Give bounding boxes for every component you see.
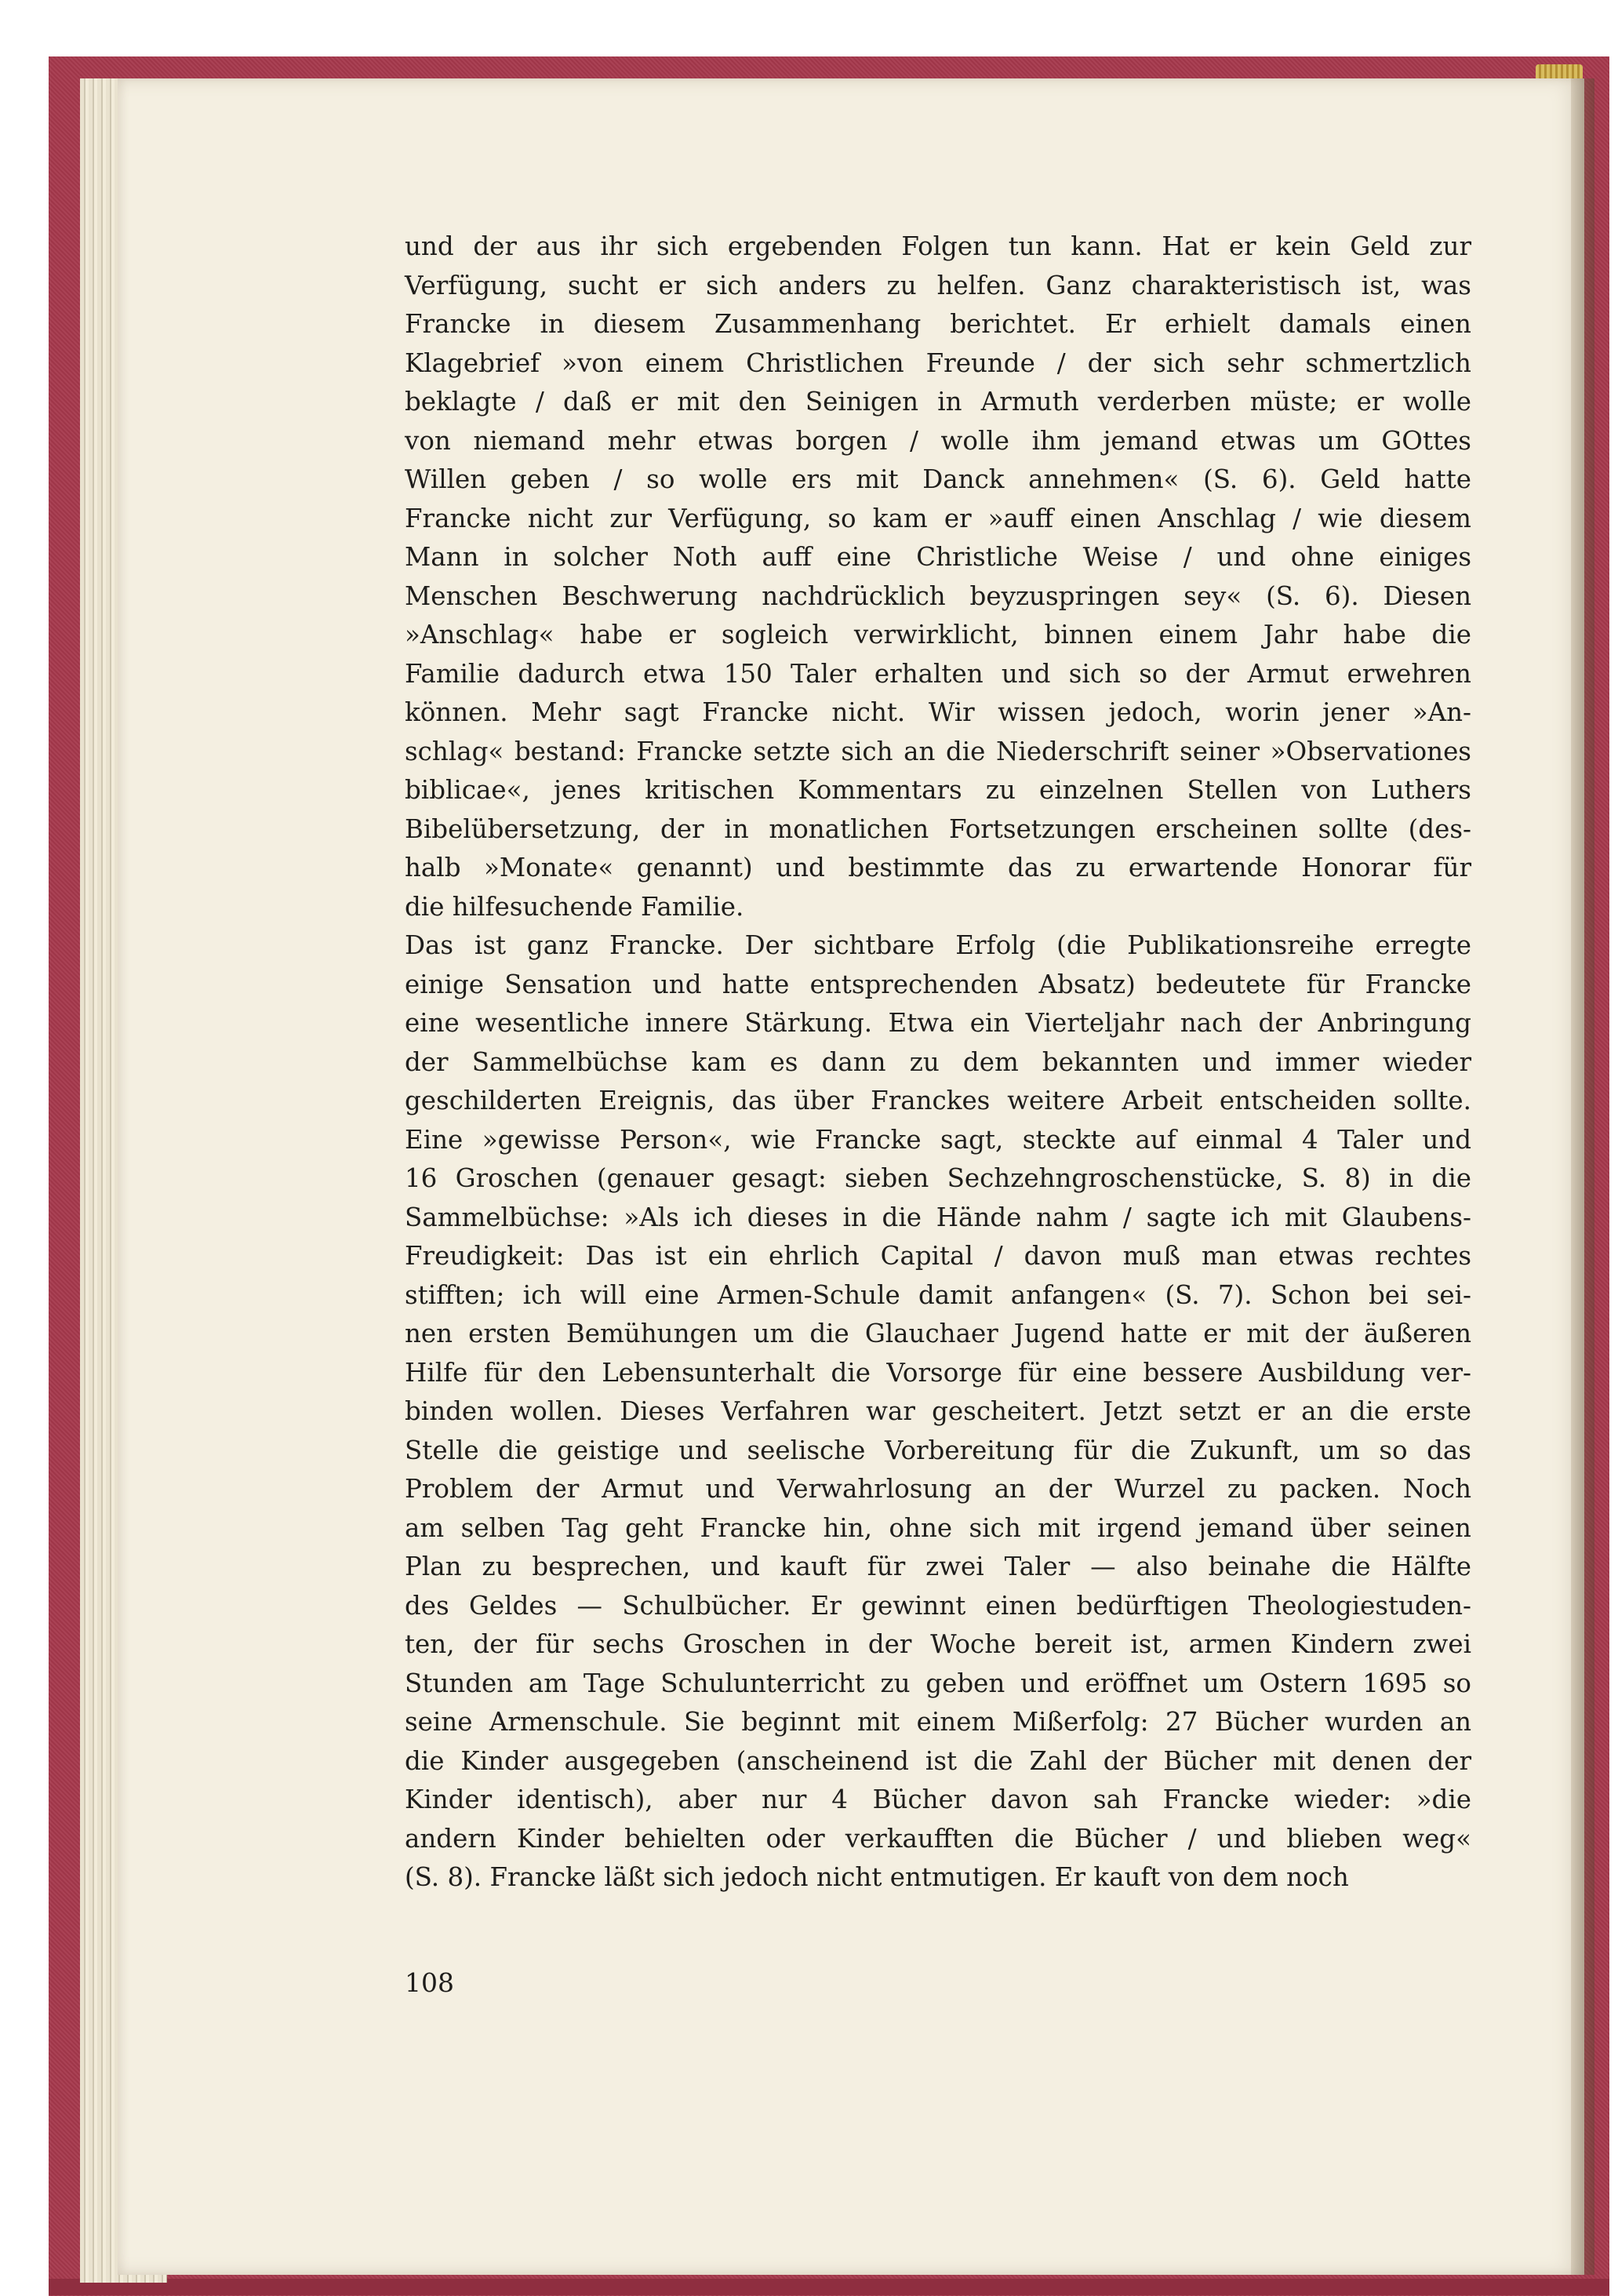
text-line: einige Sensation und hatte entsprechenden Absatz) bedeutete für Francke — [405, 969, 1471, 999]
text-line: Problem der Armut und Verwahrlosung an der Wurzel zu packen. Noch — [405, 1474, 1471, 1504]
text-line: (S. 8). Francke läßt sich jedoch nicht entmutigen. Er kauft von dem noch — [405, 1862, 1349, 1892]
text-line: nen ersten Bemühungen um die Glauchaer Jugend hatte er mit der äußeren — [405, 1319, 1471, 1348]
text-line: Francke in diesem Zusammenhang berichtet. Er erhielt damals einen — [405, 309, 1471, 339]
text-line: halb »Monate« genannt) und bestimmte das zu erwartende Honorar für — [405, 853, 1471, 882]
text-line: Willen geben / so wolle ers mit Danck annehmen« (S. 6). Geld hatte — [405, 464, 1471, 494]
text-line: am selben Tag geht Francke hin, ohne sich mit irgend jemand über seinen — [405, 1512, 1471, 1543]
text-line: geschilderten Ereignis, das über Franckes weitere Arbeit entscheiden sollte. — [405, 1086, 1471, 1115]
text-line: 16 Groschen (genauer gesagt: sieben Sechzehngroschenstücke, S. 8) in die — [405, 1163, 1471, 1193]
text-line: von niemand mehr etwas borgen / wolle ihm jemand etwas um GOttes — [405, 425, 1471, 456]
paragraph — [405, 926, 1471, 1898]
text-line: Klagebrief »von einem Christlichen Freunde / der sich sehr schmertzlich — [405, 347, 1471, 378]
book-cover-bottom-edge — [49, 2279, 1609, 2295]
text-line: Familie dadurch etwa 150 Taler erhalten und sich so der Armut erwehren — [405, 658, 1471, 689]
text-line: »Anschlag« habe er sogleich verwirklicht, binnen einem Jahr habe die — [405, 620, 1471, 650]
text-line: Menschen Beschwerung nachdrücklich beyzuspringen sey« (S. 6). Diesen — [405, 580, 1471, 611]
text-line: Kinder identisch), aber nur 4 Bücher davon sah Francke wieder: »die — [405, 1785, 1471, 1814]
text-line: können. Mehr sagt Francke nicht. Wir wissen jedoch, worin jener »An- — [405, 697, 1471, 727]
text-line: Sammelbüchse: »Als ich dieses in die Hände nahm / sagte ich mit Glaubens- — [405, 1202, 1471, 1232]
text-line: der Sammelbüchse kam es dann zu dem bekannten und immer wieder — [405, 1046, 1471, 1077]
text-line: Stunden am Tage Schulunterricht zu geben und eröffnet um Ostern 1695 so — [405, 1668, 1471, 1698]
text-line: schlag« bestand: Francke setzte sich an die Niederschrift seiner »Observationes — [405, 736, 1471, 766]
text-line: ten, der für sechs Groschen in der Woche bereit ist, armen Kindern zwei — [405, 1629, 1471, 1659]
text-line: Hilfe für den Lebensunterhalt die Vorsorge für eine bessere Ausbildung ver- — [405, 1357, 1471, 1388]
text-line: Freudigkeit: Das ist ein ehrlich Capital / davon muß man etwas rechtes — [405, 1241, 1471, 1271]
text-line: die Kinder ausgegeben (anscheinend ist die Zahl der Bücher mit denen der — [405, 1745, 1471, 1776]
page-number: 108 — [405, 1967, 454, 1998]
text-line: Bibelübersetzung, der in monatlichen Fortsetzungen erscheinen sollte (des- — [405, 813, 1471, 844]
page-gutter — [1571, 78, 1594, 2275]
text-line: die hilfesuchende Familie. — [405, 891, 744, 922]
text-line: Stelle die geistige und seelische Vorbereitung für die Zukunft, um so das — [405, 1435, 1471, 1465]
body-text — [405, 227, 1471, 1898]
text-line: seine Armenschule. Sie beginnt mit einem Mißerfolg: 27 Bücher wurden an — [405, 1707, 1471, 1737]
text-line: und der aus ihr sich ergebenden Folgen tun kann. Hat er kein Geld zur — [405, 231, 1471, 261]
text-line: biblicae«, jenes kritischen Kommentars zu einzelnen Stellen von Luthers — [405, 775, 1471, 805]
text-line: des Geldes — Schulbücher. Er gewinnt einen bedürftigen Theologiestuden- — [405, 1590, 1471, 1621]
text-line: Francke nicht zur Verfügung, so kam er »auff einen Anschlag / wie diesem — [405, 503, 1471, 533]
text-line: andern Kinder behielten oder verkaufften die Bücher / und blieben weg« — [405, 1823, 1471, 1854]
text-line: eine wesentliche innere Stärkung. Etwa ein Vierteljahr nach der Anbringung — [405, 1008, 1471, 1038]
text-line: Plan zu besprechen, und kauft für zwei Taler — also beinahe die Hälfte — [405, 1552, 1471, 1581]
text-line: stifften; ich will eine Armen-Schule damit anfangen« (S. 7). Schon bei sei- — [405, 1279, 1471, 1310]
text-line: Eine »gewisse Person«, wie Francke sagt, steckte auf einmal 4 Taler und — [405, 1124, 1471, 1155]
text-line: beklagte / daß er mit den Seinigen in Armuth verderben müste; er wolle — [405, 387, 1471, 417]
text-line: Mann in solcher Noth auff eine Christliche Weise / und ohne einiges — [405, 542, 1471, 572]
text-line: Das ist ganz Francke. Der sichtbare Erfolg (die Publikationsreihe erregte — [405, 930, 1471, 960]
paragraph — [405, 227, 1471, 926]
text-line: Verfügung, sucht er sich anders zu helfen. Ganz charakteristisch ist, was — [405, 270, 1471, 300]
text-line: binden wollen. Dieses Verfahren war gescheitert. Jetzt setzt er an die erste — [405, 1396, 1471, 1426]
